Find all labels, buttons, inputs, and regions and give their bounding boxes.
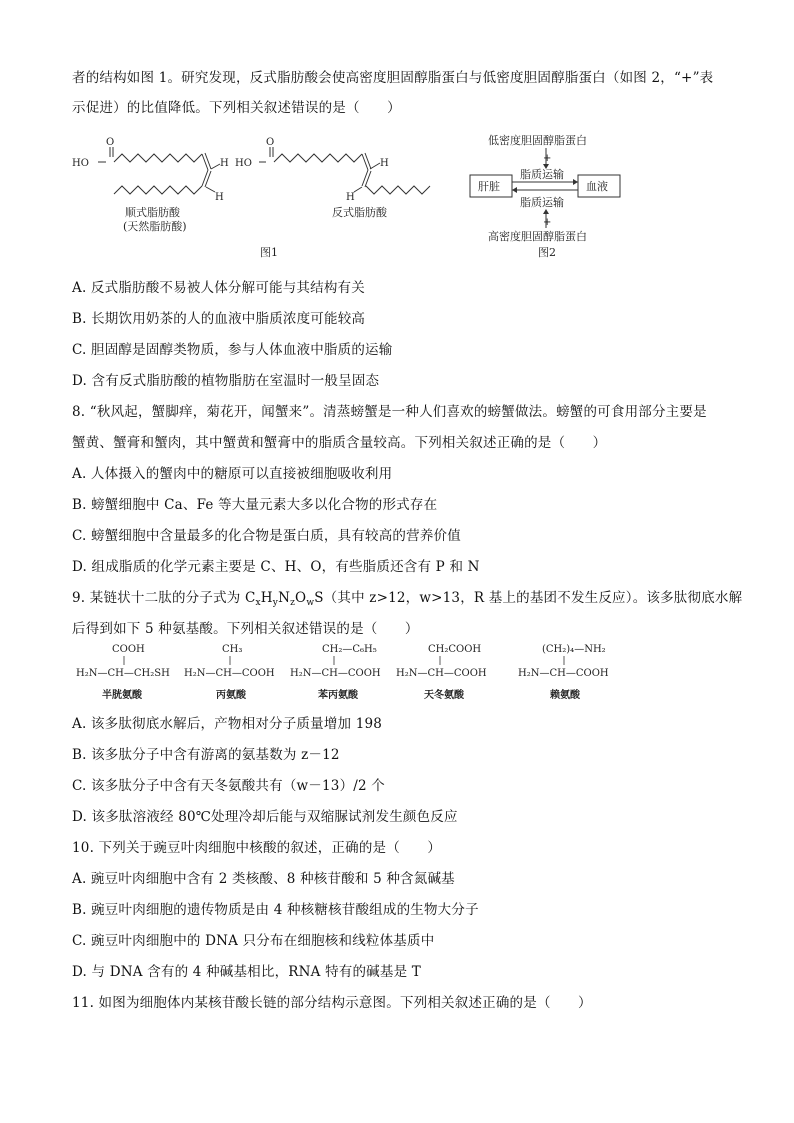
q8-option-c: C. 螃蟹细胞中含量最多的化合物是蛋白质，具有较高的营养价值	[72, 528, 461, 544]
ldl-label: 低密度胆固醇脂蛋白	[488, 134, 587, 147]
aspartic-acid-backbone: H₂N—CH—COOH	[396, 668, 487, 679]
aspartic-acid-r-group: CH₂COOH	[428, 644, 482, 655]
hdl-label: 高密度胆固醇脂蛋白	[488, 230, 587, 243]
q10-option-c: C. 豌豆叶肉细胞中的 DNA 只分布在细胞核和线粒体基质中	[72, 933, 435, 949]
trans-hydrogen-2: H	[346, 192, 355, 203]
q9-stem-line-1	[72, 586, 742, 608]
q10-option-a: A. 豌豆叶肉细胞中含有 2 类核酸、8 种核苷酸和 5 种含氮碱基	[72, 871, 455, 887]
blood-label: 血液	[586, 180, 608, 193]
q8-stem-line-1: 8. “秋风起，蟹脚痒，菊花开，闻蟹来”。清蒸螃蟹是一种人们喜欢的螃蟹做法。螃蟹的可食用部分主要是	[72, 404, 707, 420]
lysine-name: 赖氨酸	[550, 690, 580, 701]
formula-n: N	[278, 590, 291, 606]
figure-1-fatty-acids	[70, 130, 460, 262]
formula-h: H	[260, 590, 273, 606]
formula-sub-y: y	[272, 598, 279, 608]
hdl-plus-sign: +	[543, 217, 552, 228]
alanine-backbone: H₂N—CH—COOH	[184, 668, 275, 679]
lysine-backbone: H₂N—CH—COOH	[518, 668, 609, 679]
figure-2-lipoprotein-diagram	[466, 130, 632, 262]
cis-fatty-acid-label: 顺式脂肪酸	[125, 206, 180, 219]
alanine-r-group: CH₃	[222, 644, 243, 655]
transport-label-bottom: 脂质运输	[520, 196, 564, 209]
figure-1-caption: 图1	[260, 246, 278, 259]
phenylalanine-name: 苯丙氨酸	[318, 690, 358, 701]
alanine-name: 丙氨酸	[216, 690, 246, 701]
phenylalanine-backbone: H₂N—CH—COOH	[290, 668, 381, 679]
q9-stem-start: 9. 某链状十二肽的分子式为 C	[72, 590, 256, 606]
formula-sub-w: w	[306, 598, 315, 608]
q7-option-b: B. 长期饮用奶茶的人的血液中脂质浓度可能较高	[72, 311, 366, 327]
formula-sub-x: x	[255, 598, 261, 608]
q9-option-d: D. 该多肽溶液经 80℃处理冷却后能与双缩脲试剂发生颜色反应	[72, 809, 458, 825]
liver-label: 肝脏	[478, 180, 500, 193]
trans-hydroxyl-group: HO	[235, 158, 252, 169]
cis-hydrogen-1: H	[220, 158, 229, 169]
amino-acid-structures	[72, 642, 652, 706]
q8-stem-line-2: 蟹黄、蟹膏和蟹肉，其中蟹黄和蟹膏中的脂质含量较高。下列相关叙述正确的是（ ）	[72, 435, 607, 451]
cis-hydroxyl-group: HO	[72, 158, 89, 169]
q7-intro-line-1: 者的结构如图 1。研究发现，反式脂肪酸会使高密度胆固醇脂蛋白与低密度胆固醇脂蛋白（如图 2，“+”表	[72, 70, 714, 86]
q9-option-a: A. 该多肽彻底水解后，产物相对分子质量增加 198	[72, 716, 383, 732]
q10-option-d: D. 与 DNA 含有的 4 种碱基相比，RNA 特有的碱基是 T	[72, 964, 421, 980]
trans-oxygen-atom: O	[266, 137, 275, 148]
q9-stem-line-2: 后得到如下 5 种氨基酸。下列相关叙述错误的是（ ）	[72, 621, 419, 637]
lysine-r-group: (CH₂)₄—NH₂	[542, 644, 606, 655]
transport-label-top: 脂质运输	[520, 168, 564, 181]
cis-fatty-acid-sublabel: (天然脂肪酸)	[123, 220, 187, 233]
aspartic-acid-name: 天冬氨酸	[424, 690, 464, 701]
figure-2-caption: 图2	[538, 246, 556, 259]
cysteine-name: 半胱氨酸	[102, 690, 142, 701]
q9-option-b: B. 该多肽分子中含有游离的氨基数为 z－12	[72, 747, 340, 763]
q11-stem: 11. 如图为细胞体内某核苷酸长链的部分结构示意图。下列相关叙述正确的是（ ）	[72, 995, 592, 1011]
q7-option-a: A. 反式脂肪酸不易被人体分解可能与其结构有关	[72, 280, 365, 296]
q8-option-d: D. 组成脂质的化学元素主要是 C、H、O，有些脂质还含有 P 和 N	[72, 559, 480, 575]
trans-fatty-acid-label: 反式脂肪酸	[332, 206, 387, 219]
formula-o: O	[295, 590, 307, 606]
q9-option-c: C. 该多肽分子中含有天冬氨酸共有（w－13）/2 个	[72, 778, 385, 794]
phenylalanine-r-group: CH₂—C₆H₅	[322, 644, 377, 655]
cis-hydrogen-2: H	[215, 192, 224, 203]
cysteine-r-group: COOH	[112, 644, 145, 655]
q9-stem-end: S（其中 z>12，w>13，R 基上的基团不发生反应）。该多肽彻底水解	[314, 590, 743, 606]
q10-stem: 10. 下列关于豌豆叶肉细胞中核酸的叙述，正确的是（ ）	[72, 840, 442, 856]
formula-sub-z: z	[290, 598, 296, 608]
q10-option-b: B. 豌豆叶肉细胞的遗传物质是由 4 种核糖核苷酸组成的生物大分子	[72, 902, 479, 918]
q7-intro-line-2: 示促进）的比值降低。下列相关叙述错误的是（ ）	[72, 100, 401, 116]
cysteine-backbone: H₂N—CH—CH₂SH	[76, 668, 170, 679]
q8-option-b: B. 螃蟹细胞中 Ca、Fe 等大量元素大多以化合物的形式存在	[72, 497, 438, 513]
q8-option-a: A. 人体摄入的蟹肉中的糖原可以直接被细胞吸收利用	[72, 466, 393, 482]
q7-option-d: D. 含有反式脂肪酸的植物脂肪在室温时一般呈固态	[72, 373, 380, 389]
q7-option-c: C. 胆固醇是固醇类物质，参与人体血液中脂质的运输	[72, 342, 393, 358]
trans-hydrogen-1: H	[380, 158, 389, 169]
cis-oxygen-atom: O	[106, 137, 115, 148]
ldl-plus-sign: +	[543, 153, 552, 164]
